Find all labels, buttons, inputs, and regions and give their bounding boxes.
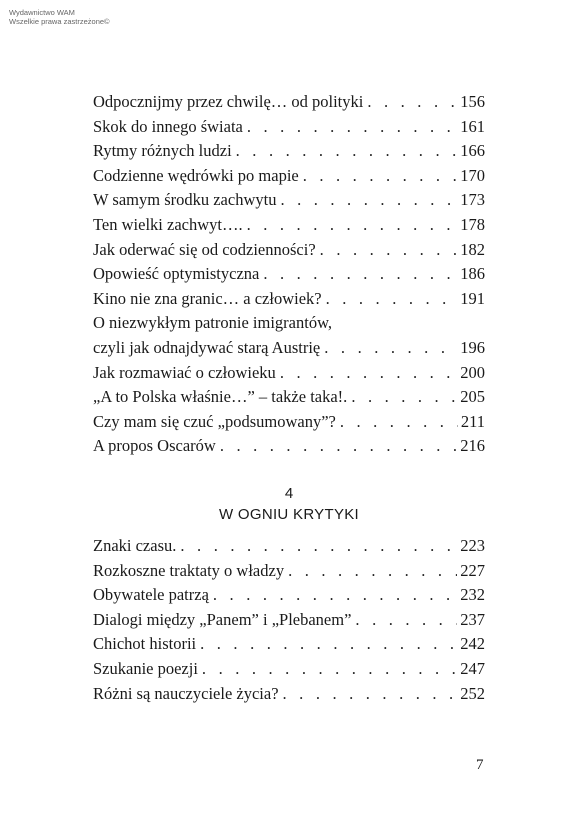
toc-entry — [93, 289, 485, 314]
toc-entry — [93, 166, 485, 191]
toc-entry-page: 232 — [460, 585, 485, 605]
dot-leader — [324, 338, 457, 358]
dot-leader — [263, 264, 457, 284]
toc-entry — [93, 412, 485, 437]
watermark-copyright: Wszelkie prawa zastrzeżone© — [9, 17, 110, 26]
toc-section-chapter-4 — [93, 536, 485, 708]
toc-entry-title: Szukanie poezji — [93, 658, 198, 678]
toc-entry-page: 161 — [460, 116, 485, 136]
dot-leader — [280, 363, 457, 383]
toc-entry — [93, 313, 485, 338]
toc-entry-page: 252 — [460, 683, 485, 703]
toc-entry-title: Rytmy różnych ludzi — [93, 141, 232, 161]
toc-entry — [93, 92, 485, 117]
toc-entry — [93, 561, 485, 586]
dot-leader — [200, 634, 457, 654]
toc-entry-title: „A to Polska właśnie…” – także taka!. — [93, 387, 348, 407]
toc-entry — [93, 436, 485, 461]
publisher-watermark — [9, 8, 110, 26]
toc-entry-page: 166 — [460, 141, 485, 161]
toc-entry-page: 178 — [460, 214, 485, 234]
toc-entry — [93, 190, 485, 215]
toc-entry-title: Odpocznijmy przez chwilę… od polityki — [93, 92, 364, 111]
toc-entry-title: Czy mam się czuć „podsumowany”? — [93, 411, 336, 431]
dot-leader — [280, 190, 457, 210]
toc-entry-page: 196 — [460, 337, 485, 357]
dot-leader — [220, 436, 457, 456]
toc-entry-title: W samym środku zachwytu — [93, 190, 277, 210]
toc-entry — [93, 264, 485, 289]
toc-entry — [93, 684, 485, 709]
toc-entry-page: 200 — [460, 362, 485, 382]
toc-entry — [93, 338, 485, 363]
toc-entry — [93, 536, 485, 561]
toc-entry-title: Jak rozmawiać o człowieku — [93, 362, 276, 382]
toc-entry-page: 223 — [460, 536, 485, 555]
toc-section-continued — [93, 92, 485, 461]
toc-entry-page: 186 — [460, 264, 485, 284]
toc-entry — [93, 610, 485, 635]
dot-leader — [320, 240, 458, 260]
toc-entry — [93, 117, 485, 142]
dot-leader — [213, 585, 457, 605]
toc-entry-title: A propos Oscarów — [93, 436, 216, 456]
toc-entry-page: 170 — [460, 165, 485, 185]
dot-leader — [288, 561, 457, 581]
toc-entry-title: Kino nie zna granic… a człowiek? — [93, 288, 322, 308]
toc-entry-page: 156 — [460, 92, 485, 111]
toc-entry-page: 242 — [460, 634, 485, 654]
dot-leader — [355, 610, 457, 630]
page-number: 7 — [476, 757, 484, 773]
watermark-publisher: Wydawnictwo WAM — [9, 8, 75, 17]
toc-entry-title: Jak oderwać się od codzienności? — [93, 239, 316, 259]
dot-leader — [236, 141, 458, 161]
toc-entry-title: Codzienne wędrówki po mapie — [93, 165, 299, 185]
toc-entry-title: Rozkoszne traktaty o władzy — [93, 560, 285, 580]
toc-entry — [93, 387, 485, 412]
dot-leader — [283, 684, 458, 704]
toc-entry-title: O niezwykłym patronie imigrantów, — [93, 313, 333, 333]
toc-entry-title: Ten wielki zachwyt…. — [93, 214, 243, 234]
toc-entry-page: 247 — [460, 658, 485, 678]
toc-entry-page: 227 — [460, 560, 485, 580]
toc-entry-page: 191 — [460, 288, 485, 308]
dot-leader — [247, 117, 457, 137]
toc-entry-page: 211 — [460, 411, 485, 431]
toc-entry — [93, 240, 485, 265]
toc-entry-title: czyli jak odnajdywać starą Austrię — [93, 337, 321, 357]
toc-entry-title: Skok do innego świata — [93, 116, 243, 136]
toc-entry — [93, 141, 485, 166]
dot-leader — [340, 412, 458, 432]
toc-entry — [93, 585, 485, 610]
toc-entry-page: 216 — [460, 436, 485, 456]
dot-leader — [367, 92, 457, 112]
dot-leader — [202, 659, 457, 679]
toc-entry — [93, 215, 485, 240]
toc-entry-title: Opowieść optymistyczna — [93, 264, 260, 284]
toc-entry-page: 182 — [460, 239, 485, 259]
dot-leader — [180, 536, 457, 556]
toc-entry — [93, 363, 485, 388]
toc-entry-page: 237 — [460, 609, 485, 629]
chapter-title: W OGNIU KRYTYKI — [218, 506, 360, 523]
toc-entry-title: Obywatele patrzą — [93, 585, 209, 605]
dot-leader — [351, 387, 457, 407]
toc-entry — [93, 634, 485, 659]
toc-entry-title: Chichot historii — [93, 634, 197, 654]
chapter-number: 4 — [284, 485, 294, 502]
toc-entry-title: Dialogi między „Panem” i „Plebanem” — [93, 609, 352, 629]
toc-entry-page: 205 — [460, 387, 485, 407]
dot-leader — [247, 215, 458, 235]
toc-entry-title: Znaki czasu. — [93, 536, 177, 555]
dot-leader — [326, 289, 458, 309]
toc-entry-page: 173 — [460, 190, 485, 210]
toc-entry-title: Różni są nauczyciele życia? — [93, 683, 279, 703]
toc-entry — [93, 659, 485, 684]
dot-leader — [303, 166, 458, 186]
